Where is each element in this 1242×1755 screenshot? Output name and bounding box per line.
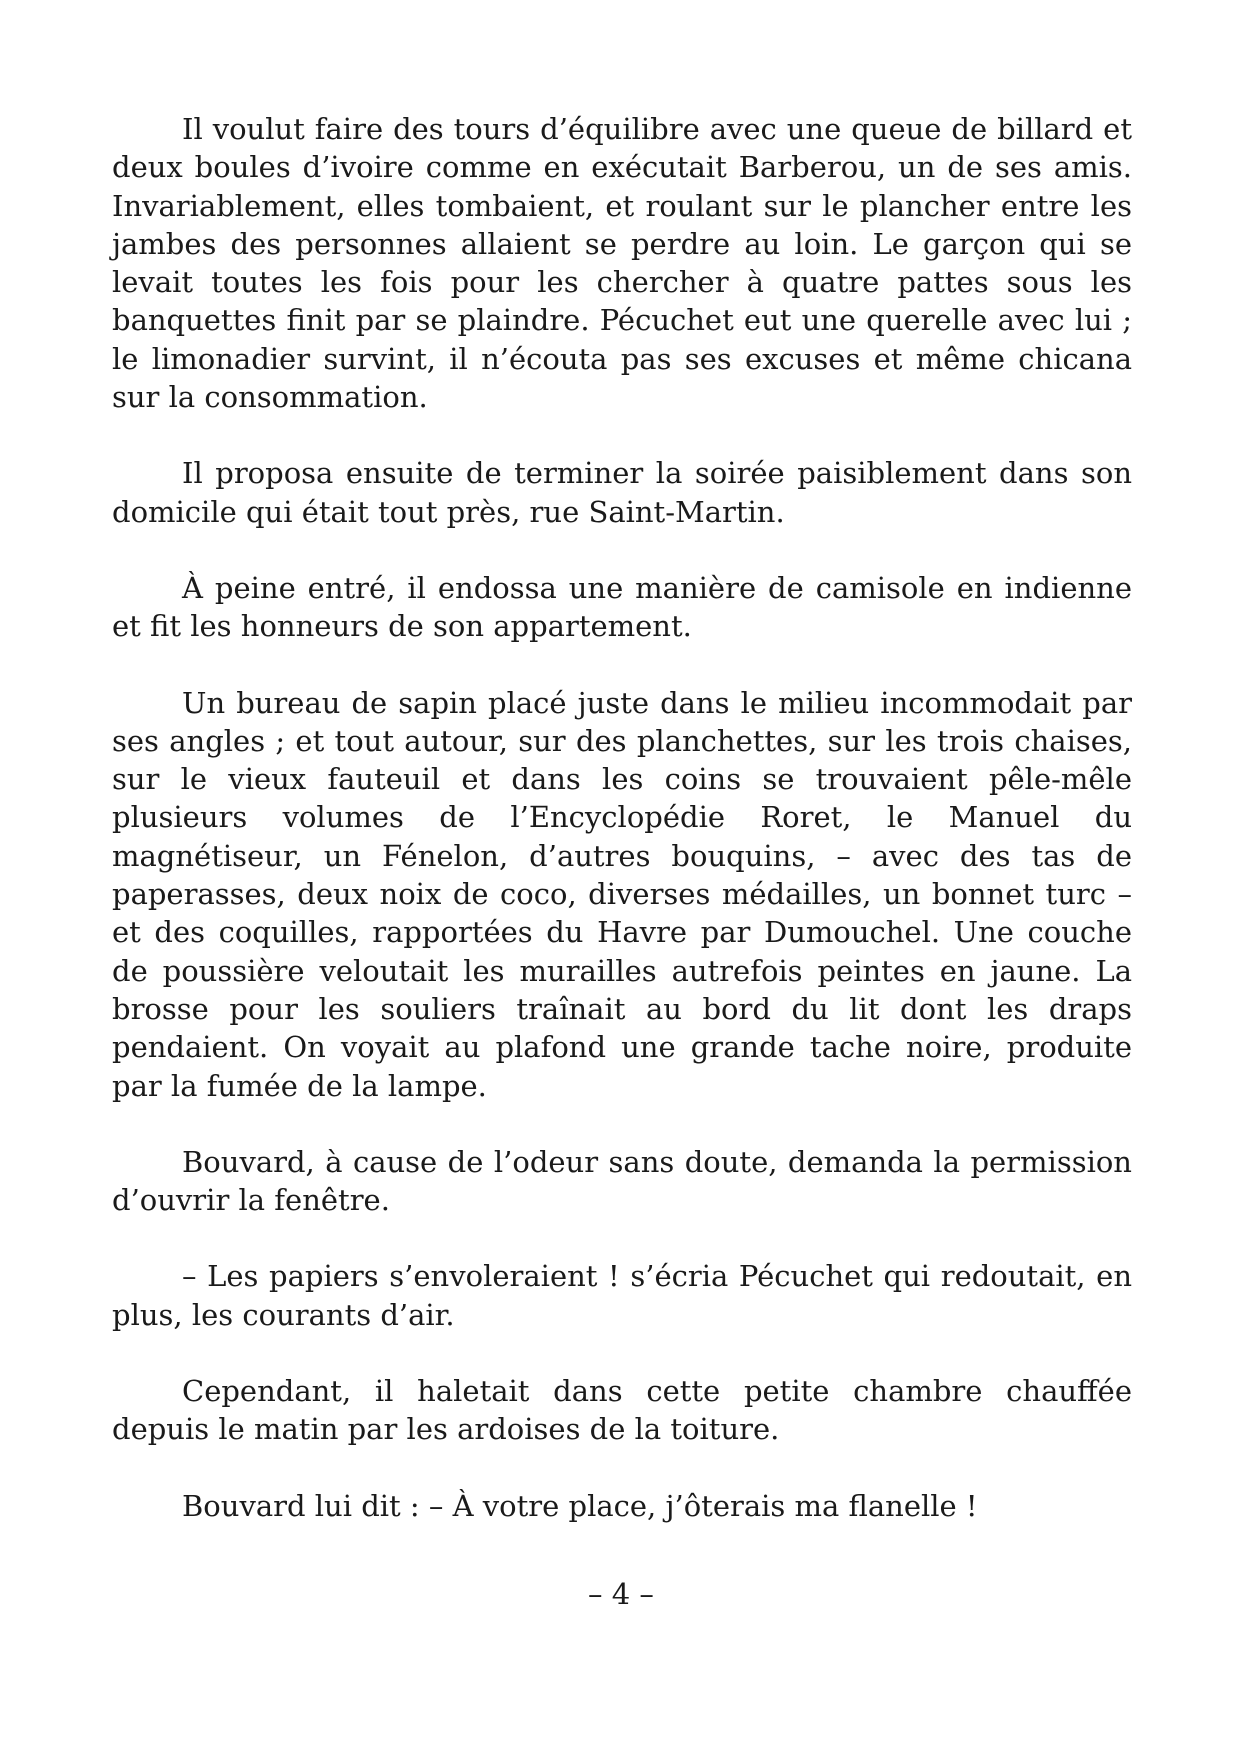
paragraph-proposal: Il proposa ensuite de terminer la soirée paisiblement dans son domicile qui était tout près, rue Saint-Martin. <box>112 456 1132 529</box>
paragraph-papers-reply: – Les papiers s’envoleraient ! s’écria Pécuchet qui redoutait, en plus, les courants d’air. <box>112 1259 1132 1332</box>
paragraph-billiard-tricks: Il voulut faire des tours d’équilibre avec une queue de billard et deux boules d’ivoire comme en exécutait Barberou, un de ses amis. Invariablement, elles tombaient, et roulant sur le plancher entre les jambes des personnes allaient se perdre au loin. Le garçon qui se levait toutes les fois pour les chercher à quatre pattes sous les banquettes finit par se plaindre. Pécuchet eut une querelle avec lui ; le limonadier survint, il n’écouta pas ses excuses et même chicana sur la consommation. <box>112 112 1132 415</box>
paragraph-room-description: Un bureau de sapin placé juste dans le milieu incommodait par ses angles ; et tout autour, sur des planchettes, sur les trois chaises, sur le vieux fauteuil et dans les coins se trouvaient pêle-mêle plusieurs volumes de l’Encyclopédie Roret, le Manuel du magnétiseur, un Fénelon, d’autres bouquins, – avec des tas de paperasses, deux noix de coco, diverses médailles, un bonnet turc – et des coquilles, rapportées du Havre par Dumouchel. Une couche de poussière veloutait les murailles autrefois peintes en jaune. La brosse pour les souliers traînait au bord du lit dont les draps pendaient. On voyait au plafond une grande tache noire, produite par la fumée de la lampe. <box>112 685 1132 1103</box>
paragraph-camisole: À peine entré, il endossa une manière de camisole en indienne et fit les honneurs de son appartement. <box>112 570 1132 644</box>
page-body <box>112 110 1132 1563</box>
paragraph-heat: Cependant, il haletait dans cette petite chambre chauffée depuis le matin par les ardoises de la toiture. <box>112 1374 1132 1447</box>
page-number: – 4 – <box>588 1577 654 1611</box>
paragraph-window-request: Bouvard, à cause de l’odeur sans doute, demanda la permission d’ouvrir la fenêtre. <box>112 1144 1132 1218</box>
paragraph-flannel: Bouvard lui dit : – À votre place, j’ôterais ma flanelle ! <box>182 1488 978 1523</box>
